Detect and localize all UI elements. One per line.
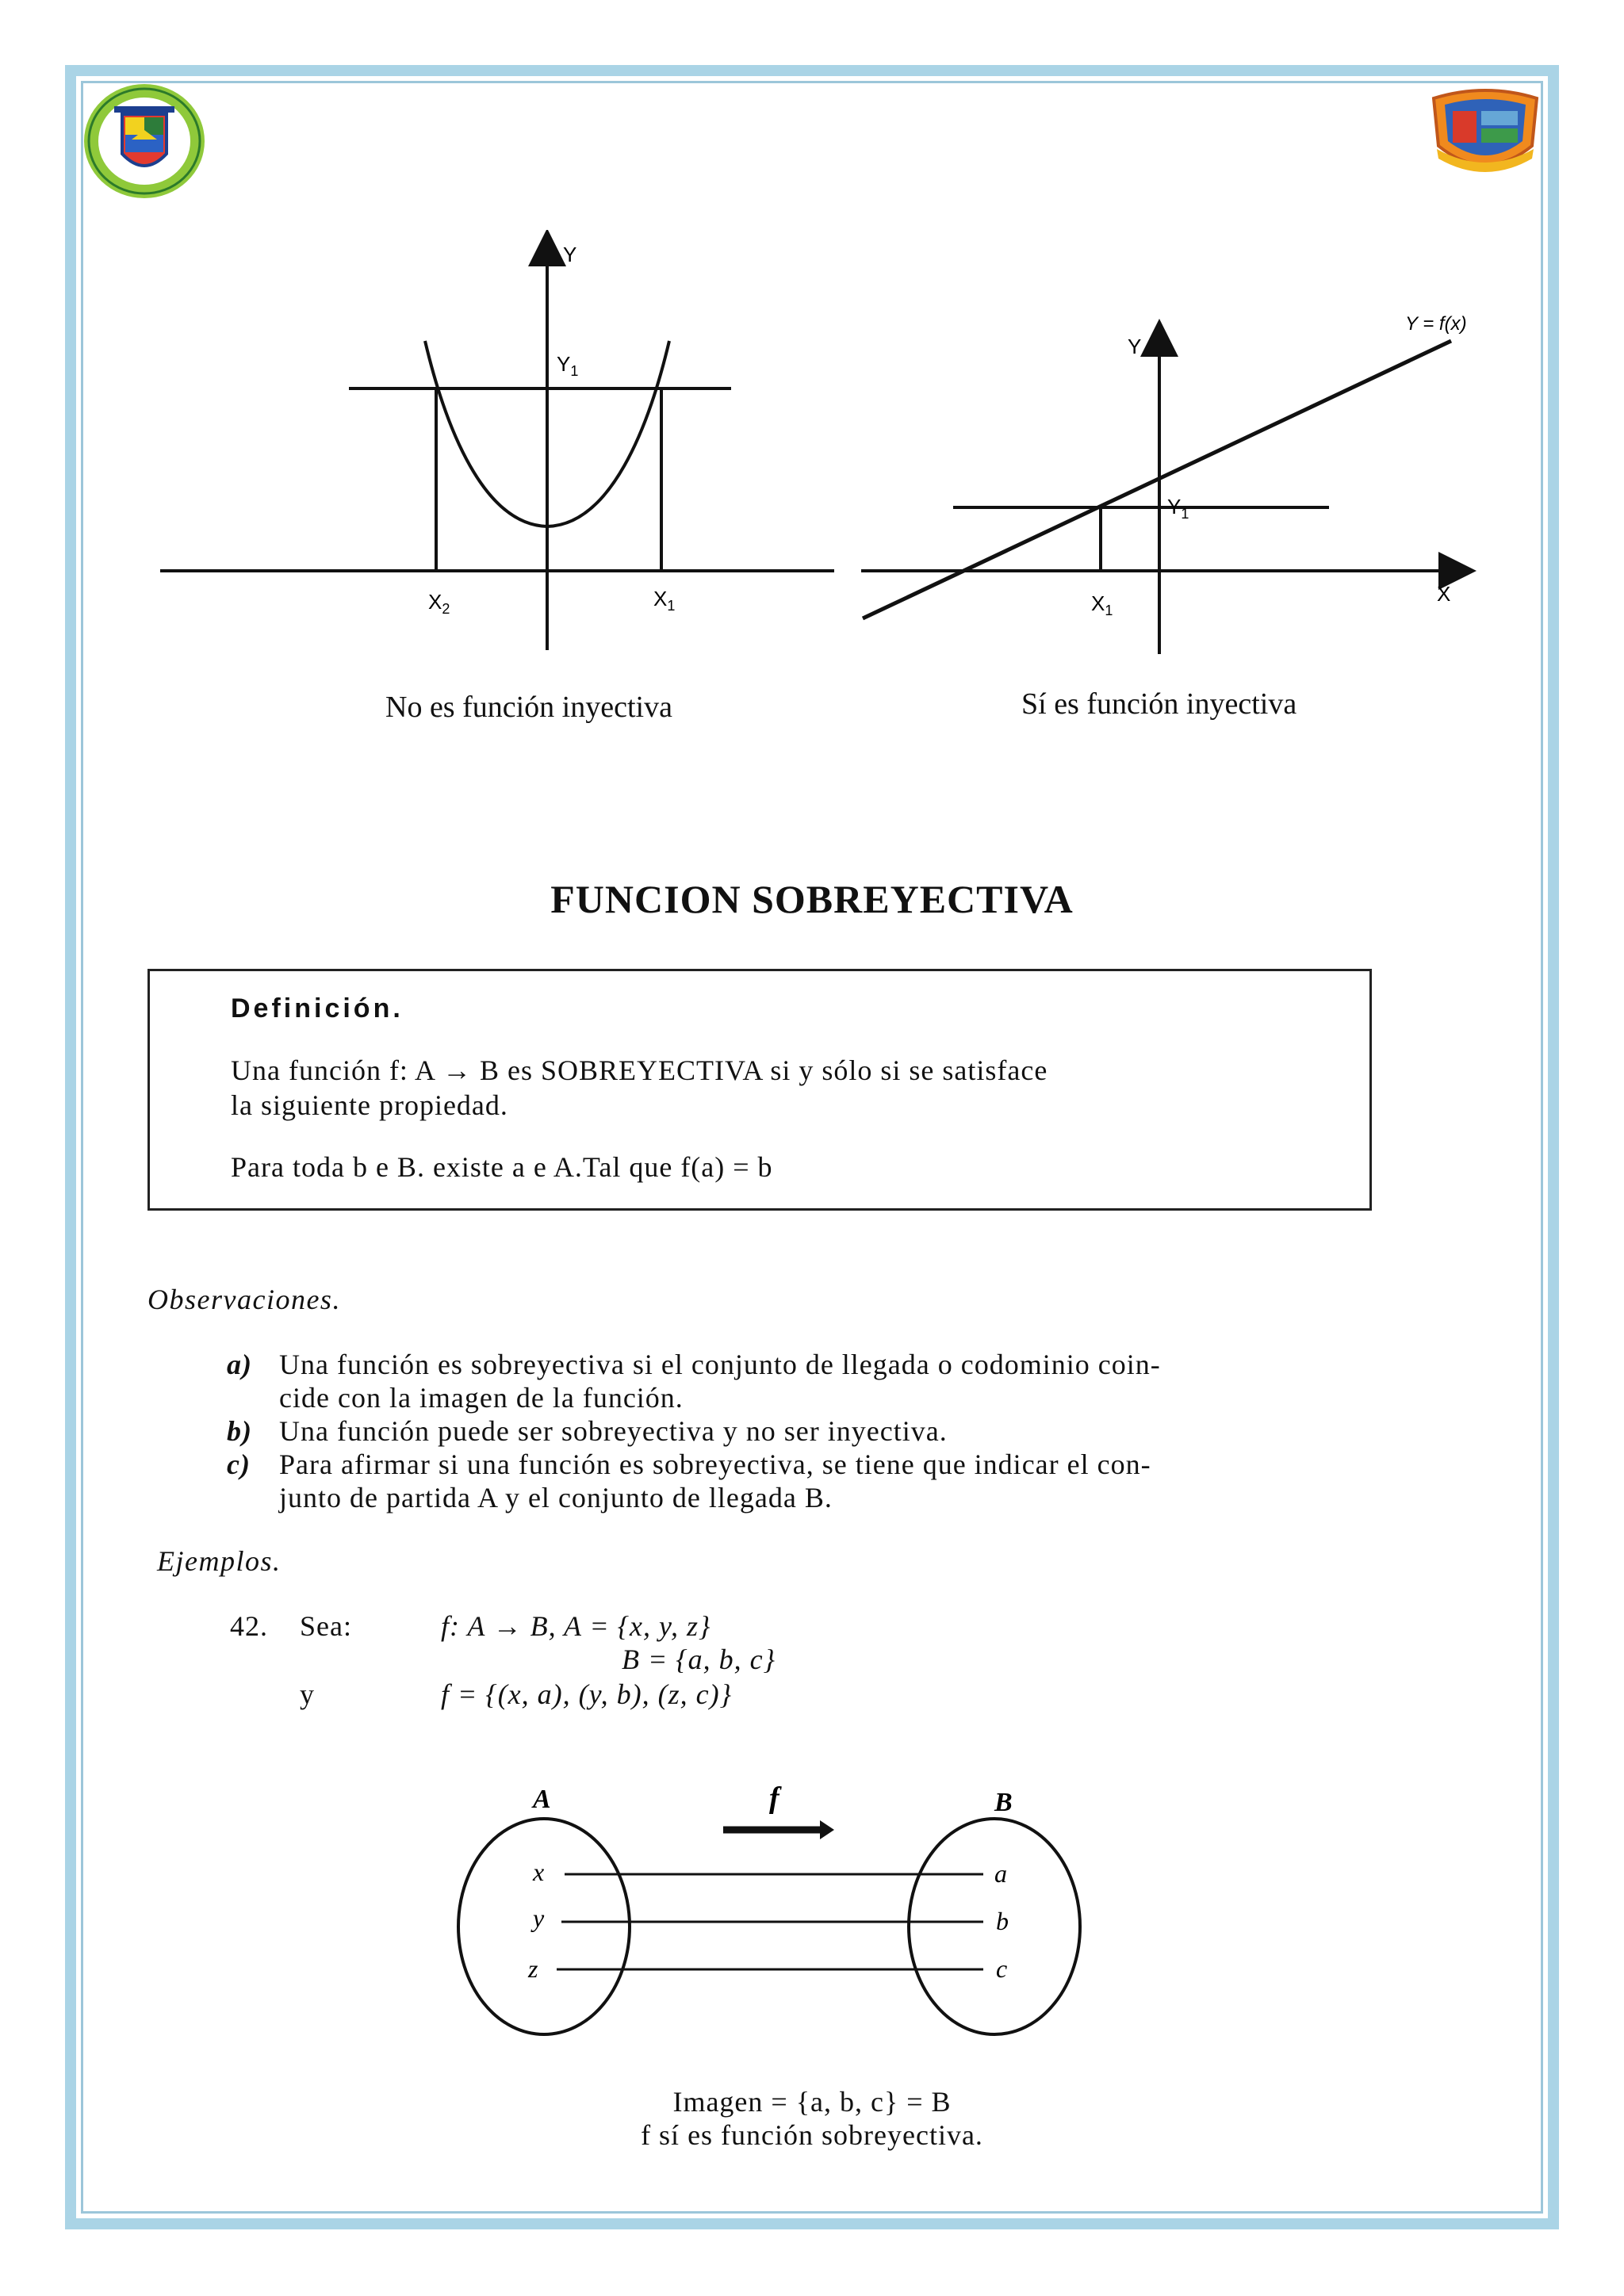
y1-label: Y	[557, 352, 571, 376]
domain-element-x: x	[533, 1858, 545, 1886]
university-seal-left-logo	[82, 82, 206, 200]
observation-b	[227, 1414, 948, 1448]
codomain-element-c: c	[996, 1954, 1008, 1983]
domain-element-z: z	[528, 1954, 538, 1983]
observaciones-title: Observaciones.	[147, 1284, 341, 1315]
svg-text:Y1	[557, 352, 578, 379]
example-y: y	[300, 1678, 315, 1710]
observation-a-text: Una función es sobreyectiva si el conjunto de llegada o codominio coin-	[279, 1349, 1161, 1380]
function-arrowhead	[820, 1820, 834, 1839]
conclusion-line-2: f sí es función sobreyectiva.	[641, 2119, 983, 2151]
y-axis-label: Y	[563, 243, 577, 266]
section-title: FUNCION SOBREYECTIVA	[550, 877, 1074, 921]
x2-subscript: 2	[442, 601, 450, 617]
example-line-3: f = {(x, a), (y, b), (z, c)}	[441, 1678, 732, 1710]
x1-label: X	[653, 587, 668, 610]
definition-title: Definición.	[231, 993, 404, 1024]
observation-c	[227, 1448, 1151, 1481]
line-graph	[852, 301, 1581, 674]
mapping-diagram	[428, 1776, 1110, 2061]
x2-label: X	[428, 590, 442, 614]
set-b-ellipse	[909, 1819, 1080, 2034]
left-graph-caption: No es función inyectiva	[385, 691, 672, 724]
example-sea: Sea:	[300, 1610, 352, 1642]
observation-c-label: c)	[227, 1448, 251, 1480]
observation-a	[227, 1348, 1161, 1381]
x1-subscript: 1	[1105, 603, 1113, 618]
observation-b-text: Una función puede ser sobreyectiva y no ser inyectiva.	[279, 1415, 948, 1447]
definition-box	[147, 969, 1372, 1211]
example-line-2: B = {a, b, c}	[622, 1644, 776, 1675]
x-axis-label: X	[1437, 582, 1451, 606]
faculty-shield-right-logo	[1426, 82, 1545, 184]
set-b-label: B	[994, 1788, 1013, 1817]
definition-line-2: la siguiente propiedad.	[231, 1089, 508, 1121]
function-line	[863, 341, 1451, 618]
y-axis-label: Y	[1128, 335, 1142, 358]
function-label: Y = f(x)	[1405, 313, 1467, 335]
y1-subscript: 1	[1181, 506, 1189, 522]
observation-c-text: Para afirmar si una función es sobreyectiva, se tiene que indicar el con-	[279, 1448, 1151, 1480]
parabola-graph	[151, 230, 848, 674]
svg-text:X1	[1091, 591, 1113, 618]
x1-subscript: 1	[667, 598, 676, 614]
observation-a-label: a)	[227, 1349, 252, 1380]
example-line-1: f: A → B, A = {x, y, z}	[441, 1610, 711, 1642]
observation-c-continuation: junto de partida A y el conjunto de llegada B.	[279, 1482, 833, 1513]
x1-label: X	[1091, 591, 1105, 615]
y1-subscript: 1	[570, 363, 579, 379]
observation-a-continuation: cide con la imagen de la función.	[279, 1382, 684, 1414]
example-number: 42.	[230, 1610, 268, 1642]
domain-element-y: y	[533, 1904, 545, 1932]
y1-label: Y	[1167, 495, 1182, 519]
svg-text:Y1	[1167, 495, 1189, 522]
definition-line-3: Para toda b e B. existe a e A.Tal que f(a) = b	[231, 1151, 773, 1183]
codomain-element-a: a	[994, 1859, 1007, 1888]
observation-b-label: b)	[227, 1415, 252, 1447]
codomain-element-b: b	[996, 1907, 1009, 1935]
ejemplos-title: Ejemplos.	[157, 1545, 282, 1577]
svg-text:X2	[428, 590, 450, 617]
set-a-label: A	[533, 1785, 551, 1814]
right-graph-caption: Sí es función inyectiva	[1021, 687, 1297, 721]
conclusion-line-1: Imagen = {a, b, c} = B	[672, 2086, 952, 2118]
definition-line-1: Una función f: A → B es SOBREYECTIVA si y sólo si se satisface	[231, 1054, 1048, 1086]
svg-text:X1	[653, 587, 675, 614]
function-label: f	[769, 1781, 779, 1815]
